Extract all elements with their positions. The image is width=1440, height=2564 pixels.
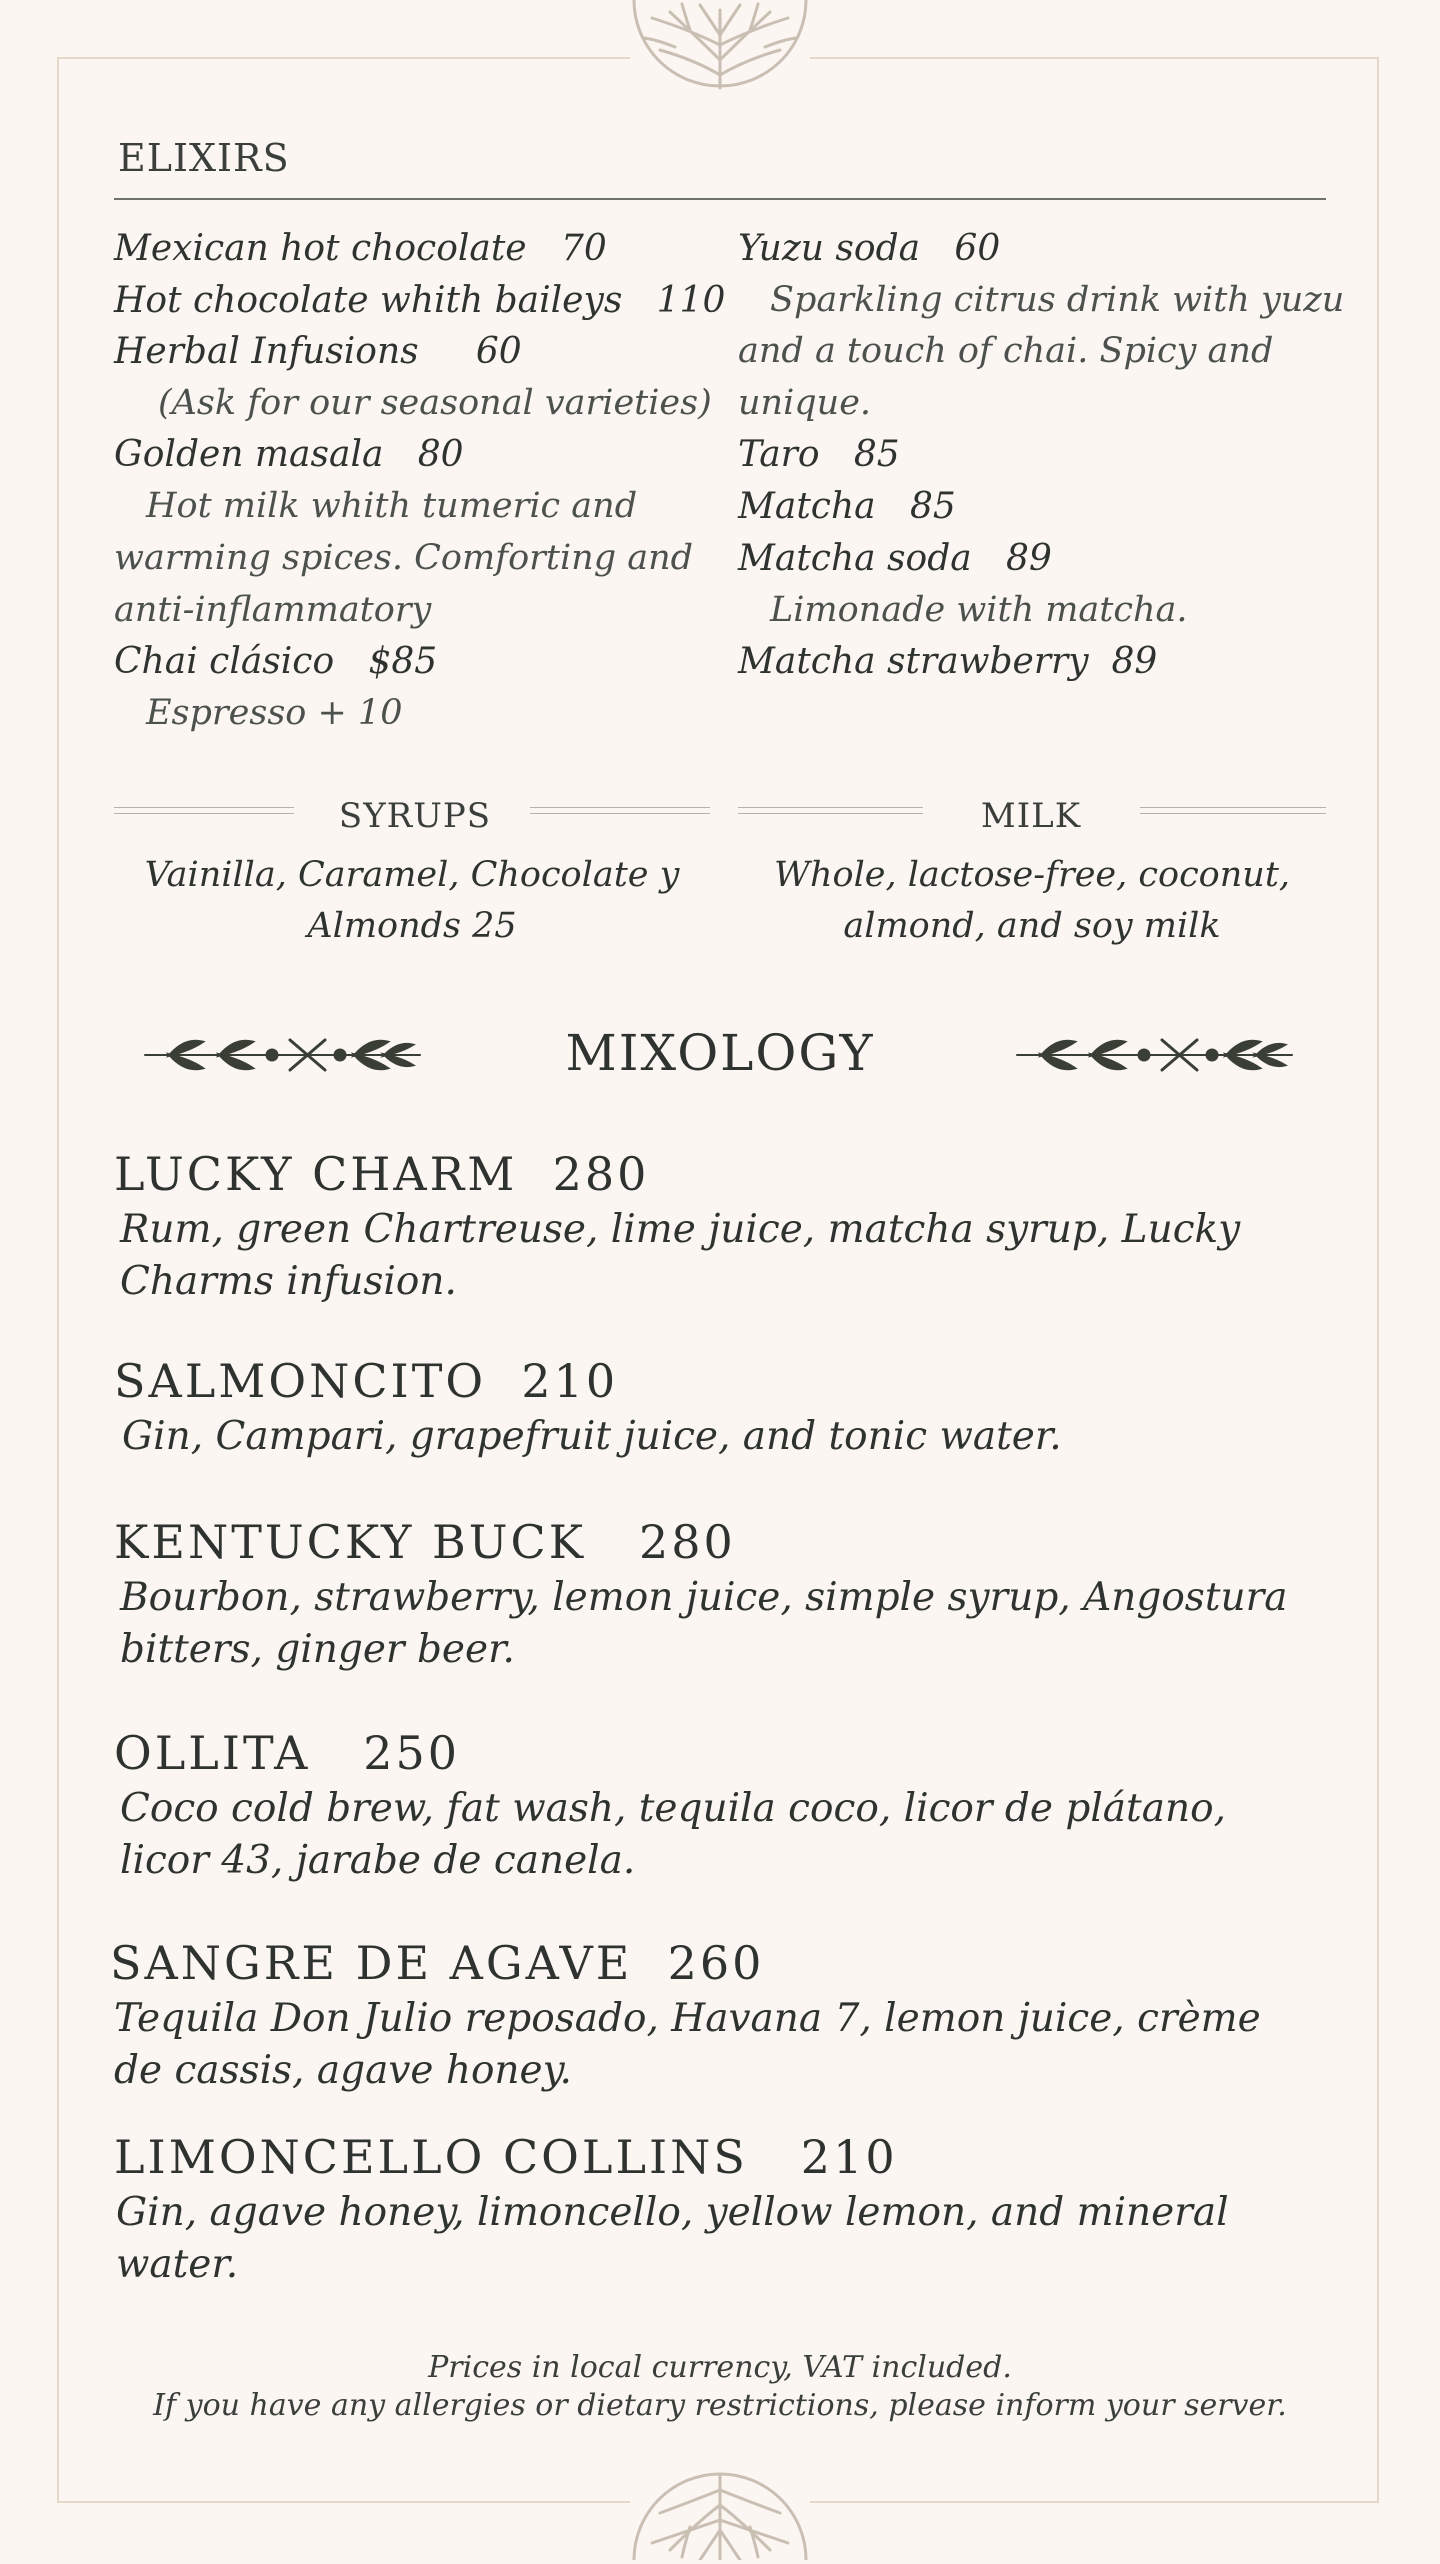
- tree-ornament-bottom: [630, 2455, 810, 2560]
- yuzu-soda-desc-3: unique.: [738, 383, 872, 423]
- chai-clasico-note: Espresso + 10: [146, 693, 403, 733]
- mix-item-desc: Bourbon, strawberry, lemon juice, simple syrup, Angostura bitters, ginger beer.: [120, 1575, 1288, 1672]
- item-matcha-strawberry: Matcha strawberry 89: [738, 641, 1158, 682]
- golden-masala-desc-3: anti-inflammatory: [114, 590, 432, 630]
- elixirs-divider: [114, 198, 1326, 200]
- matcha-soda-desc: Limonade with matcha.: [770, 590, 1188, 630]
- laurel-ornament-left-icon: [140, 1030, 425, 1080]
- syrups-line-2: Almonds 25: [307, 906, 517, 946]
- mix-item-desc: Rum, green Chartreuse, lime juice, matcha syrup, Lucky Charms infusion.: [120, 1207, 1241, 1304]
- mix-item-title: OLLITA 250: [114, 1726, 461, 1780]
- golden-masala-desc-1: Hot milk whith tumeric and: [146, 486, 638, 526]
- yuzu-soda-desc-2: and a touch of chai. Spicy and: [738, 331, 1274, 371]
- laurel-ornament-right-icon: [1012, 1030, 1297, 1080]
- milk-line-2: almond, and soy milk: [843, 906, 1221, 946]
- mix-item-desc: Gin, Campari, grapefruit juice, and tonic water.: [122, 1414, 1062, 1459]
- item-taro: Taro 85: [738, 434, 900, 475]
- syrups-rule-left: [114, 807, 294, 814]
- mix-item-title: SANGRE DE AGAVE 260: [110, 1936, 765, 1990]
- footer-allergies-note: If you have any allergies or dietary restrictions, please inform your server.: [153, 2388, 1287, 2423]
- mix-item-title: LIMONCELLO COLLINS 210: [114, 2130, 898, 2184]
- mixology-heading: MIXOLOGY: [565, 1024, 875, 1082]
- syrups-line-1: Vainilla, Caramel, Chocolate y: [144, 855, 680, 895]
- item-mexican-hot-chocolate: Mexican hot chocolate 70: [114, 228, 607, 269]
- item-yuzu-soda: Yuzu soda 60: [738, 228, 1001, 269]
- item-herbal-infusions: Herbal Infusions 60: [114, 331, 522, 372]
- mix-item-title: KENTUCKY BUCK 280: [114, 1515, 736, 1569]
- tree-roots-icon: [630, 0, 810, 105]
- syrups-heading: SYRUPS: [338, 796, 492, 836]
- item-chai-clasico: Chai clásico $85: [114, 641, 438, 682]
- footer-prices-note: Prices in local currency, VAT included.: [428, 2350, 1012, 2385]
- syrups-rule-right: [530, 807, 710, 814]
- item-hot-chocolate-baileys: Hot chocolate whith baileys 110: [114, 280, 726, 321]
- mix-item-title: LUCKY CHARM 280: [114, 1147, 650, 1201]
- milk-rule-left: [738, 807, 923, 814]
- item-golden-masala: Golden masala 80: [114, 434, 464, 475]
- item-matcha: Matcha 85: [738, 486, 956, 527]
- tree-branches-icon: [630, 2455, 810, 2560]
- item-matcha-soda: Matcha soda 89: [738, 538, 1052, 579]
- milk-rule-right: [1140, 807, 1326, 814]
- herbal-infusions-note: (Ask for our seasonal varieties): [158, 383, 712, 423]
- milk-line-1: Whole, lactose-free, coconut,: [773, 855, 1291, 895]
- mix-item-desc: Gin, agave honey, limoncello, yellow lemon, and mineral water.: [116, 2190, 1229, 2287]
- golden-masala-desc-2: warming spices. Comforting and: [114, 538, 694, 578]
- mix-item-desc: Tequila Don Julio reposado, Havana 7, lemon juice, crème de cassis, agave honey.: [114, 1996, 1261, 2093]
- elixirs-heading: ELIXIRS: [118, 136, 290, 180]
- tree-ornament-top: [630, 0, 810, 105]
- milk-heading: MILK: [980, 796, 1082, 836]
- yuzu-soda-desc-1: Sparkling citrus drink with yuzu: [770, 280, 1345, 320]
- mix-item-title: SALMONCITO 210: [114, 1354, 619, 1408]
- mix-item-desc: Coco cold brew, fat wash, tequila coco, licor de plátano, licor 43, jarabe de canela.: [120, 1786, 1226, 1883]
